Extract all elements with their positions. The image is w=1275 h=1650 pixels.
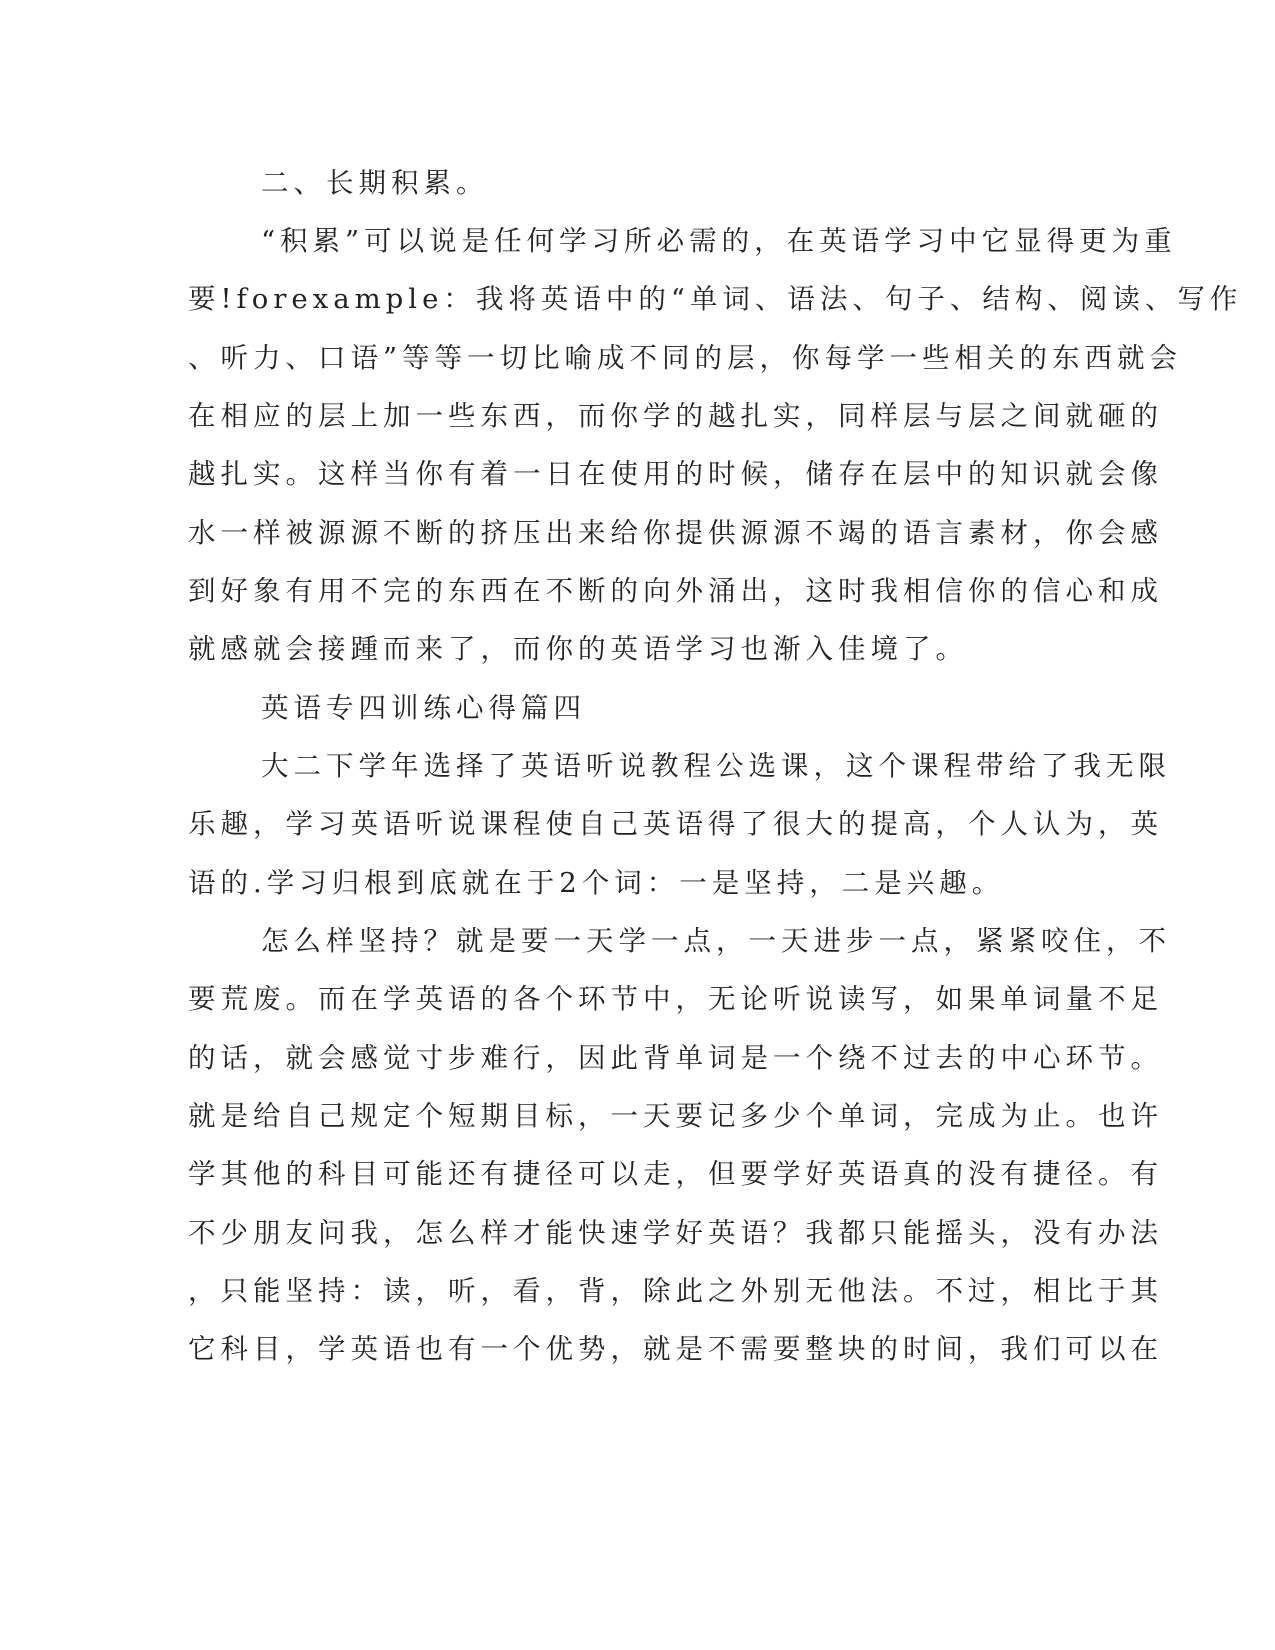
paragraph-line: 学其他的科目可能还有捷径可以走，但要学好英语真的没有捷径。有 [188, 1158, 1163, 1190]
paragraph-line: 语的.学习归根到底就在于2个词：一是坚持，二是兴趣。 [188, 867, 1005, 899]
section-heading: 二、长期积累。 [261, 167, 489, 199]
paragraph-line: 到好象有用不完的东西在不断的向外涌出，这时我相信你的信心和成 [188, 575, 1163, 607]
section-title: 英语专四训练心得篇四 [261, 692, 586, 724]
paragraph-line: ，只能坚持：读，听，看，背，除此之外别无他法。不过，相比于其 [188, 1275, 1163, 1307]
paragraph-line: 乐趣，学习英语听说课程使自己英语得了很大的提高，个人认为，英 [188, 808, 1163, 840]
paragraph-line: 就是给自己规定个短期目标，一天要记多少个单词，完成为止。也许 [188, 1100, 1163, 1132]
paragraph-line: 、听力、口语”等等一切比喻成不同的层，你每学一些相关的东西就会 [188, 342, 1183, 374]
paragraph-line: “积累”可以说是任何学习所必需的，在英语学习中它显得更为重 [261, 225, 1177, 257]
paragraph-line: 大二下学年选择了英语听说教程公选课，这个课程带给了我无限 [261, 750, 1171, 782]
paragraph-line: 要!forexample：我将英语中的“单词、语法、句子、结构、阅读、写作 [188, 283, 1243, 315]
paragraph-line: 要荒废。而在学英语的各个环节中，无论听说读写，如果单词量不足 [188, 983, 1163, 1015]
paragraph-line: 就感就会接踵而来了，而你的英语学习也渐入佳境了。 [188, 633, 968, 665]
paragraph-line: 的话，就会感觉寸步难行，因此背单词是一个绕不过去的中心环节。 [188, 1042, 1163, 1074]
paragraph-line: 怎么样坚持？就是要一天学一点，一天进步一点，紧紧咬住，不 [261, 925, 1171, 957]
paragraph-line: 不少朋友问我，怎么样才能快速学好英语？我都只能摇头，没有办法 [188, 1217, 1163, 1249]
paragraph-line: 它科目，学英语也有一个优势，就是不需要整块的时间，我们可以在 [188, 1333, 1163, 1365]
paragraph-line: 越扎实。这样当你有着一日在使用的时候，储存在层中的知识就会像 [188, 458, 1163, 490]
paragraph-line: 在相应的层上加一些东西，而你学的越扎实，同样层与层之间就砸的 [188, 400, 1163, 432]
paragraph-line: 水一样被源源不断的挤压出来给你提供源源不竭的语言素材，你会感 [188, 517, 1163, 549]
